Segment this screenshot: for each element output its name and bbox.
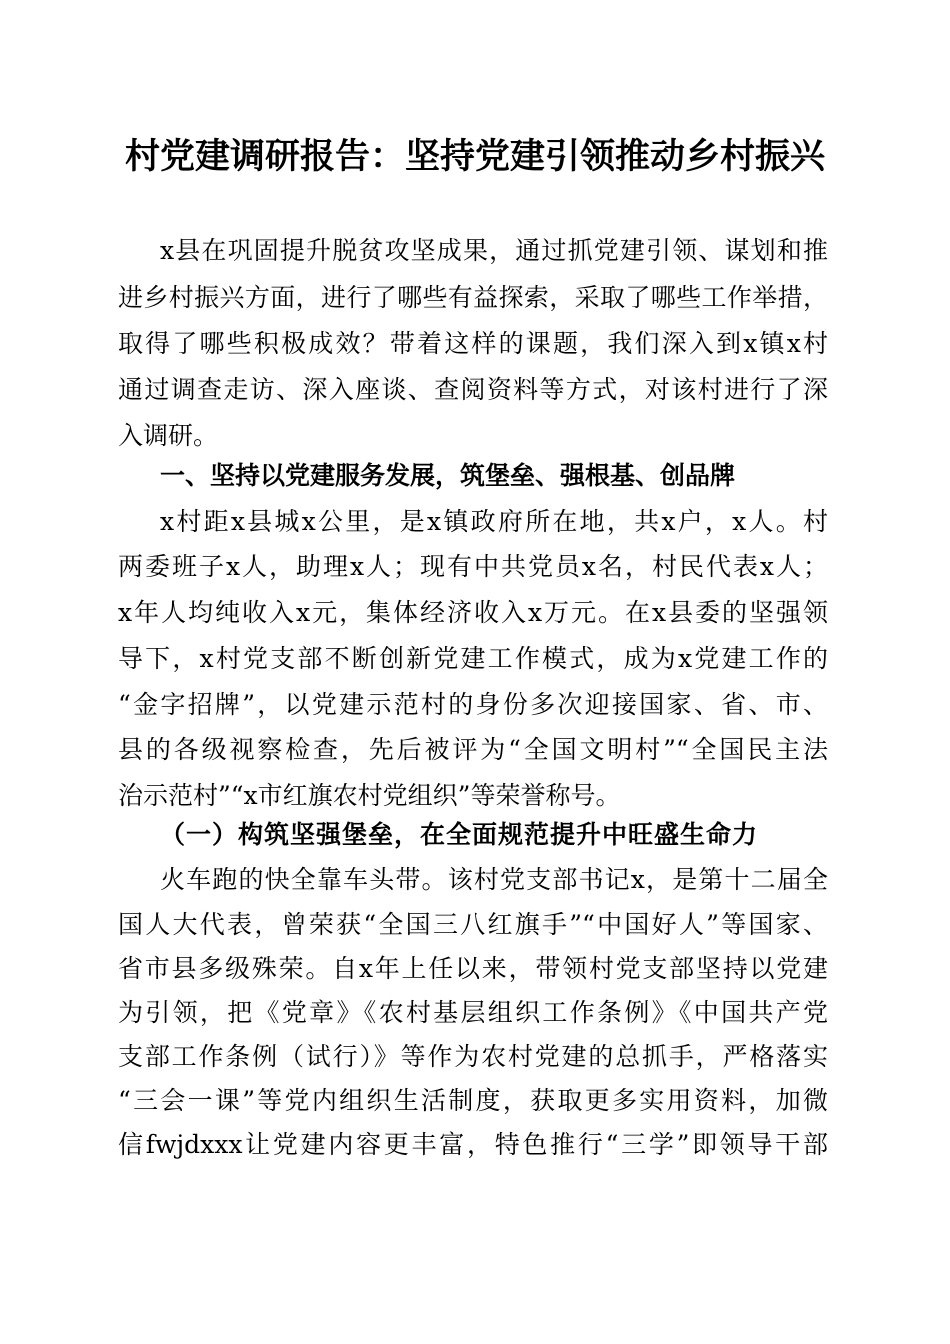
subsection-heading: （一）构筑坚强堡垒，在全面规范提升中旺盛生命力	[160, 820, 759, 849]
text-line: 入调研。	[118, 421, 219, 450]
text-line: 取得了哪些积极成效？带着这样的课题，我们深入到x镇x村	[118, 329, 828, 358]
text-line: 通过调查走访、深入座谈、查阅资料等方式，对该村进行了深	[118, 375, 828, 404]
text-line: x县在巩固提升脱贫攻坚成果，通过抓党建引领、谋划和推	[160, 236, 828, 265]
text-line: 治示范村”“x市红旗农村党组织”等荣誉称号。	[118, 781, 621, 810]
text-line: x村距x县城x公里，是x镇政府所在地，共x户，x人。村	[160, 507, 828, 536]
text-line: 省市县多级殊荣。自x年上任以来，带领村党支部坚持以党建	[118, 954, 828, 983]
section-heading: 一、坚持以党建服务发展，筑堡垒、强根基、创品牌	[160, 461, 736, 490]
text-line: “金字招牌”，以党建示范村的身份多次迎接国家、省、市、	[118, 690, 828, 719]
text-line: 县的各级视察检查，先后被评为“全国文明村”“全国民主法	[118, 735, 828, 764]
text-line: 导下，x村党支部不断创新党建工作模式，成为x党建工作的	[118, 644, 828, 673]
text-line: “三会一课”等党内组织生活制度，获取更多实用资料，加微	[118, 1086, 828, 1115]
text-line: 火车跑的快全靠车头带。该村党支部书记x，是第十二届全	[160, 865, 828, 894]
text-line: 为引领，把《党章》《农村基层组织工作条例》《中国共产党	[118, 998, 828, 1027]
text-line: 进乡村振兴方面，进行了哪些有益探索，采取了哪些工作举措，	[118, 283, 828, 312]
document-title: 村党建调研报告：坚持党建引领推动乡村振兴	[124, 136, 825, 177]
text-line: 支部工作条例（试行）》等作为农村党建的总抓手，严格落实	[118, 1042, 828, 1071]
text-line: 国人大代表，曾荣获“全国三八红旗手”“中国好人”等国家、	[118, 910, 828, 939]
text-line: x年人均纯收入x元，集体经济收入x万元。在x县委的坚强领	[118, 598, 828, 627]
text-line: 两委班子x人，助理x人；现有中共党员x名，村民代表x人；	[118, 552, 828, 581]
text-line: 信fwjdxxx让党建内容更丰富，特色推行“三学”即领导干部	[118, 1130, 828, 1159]
